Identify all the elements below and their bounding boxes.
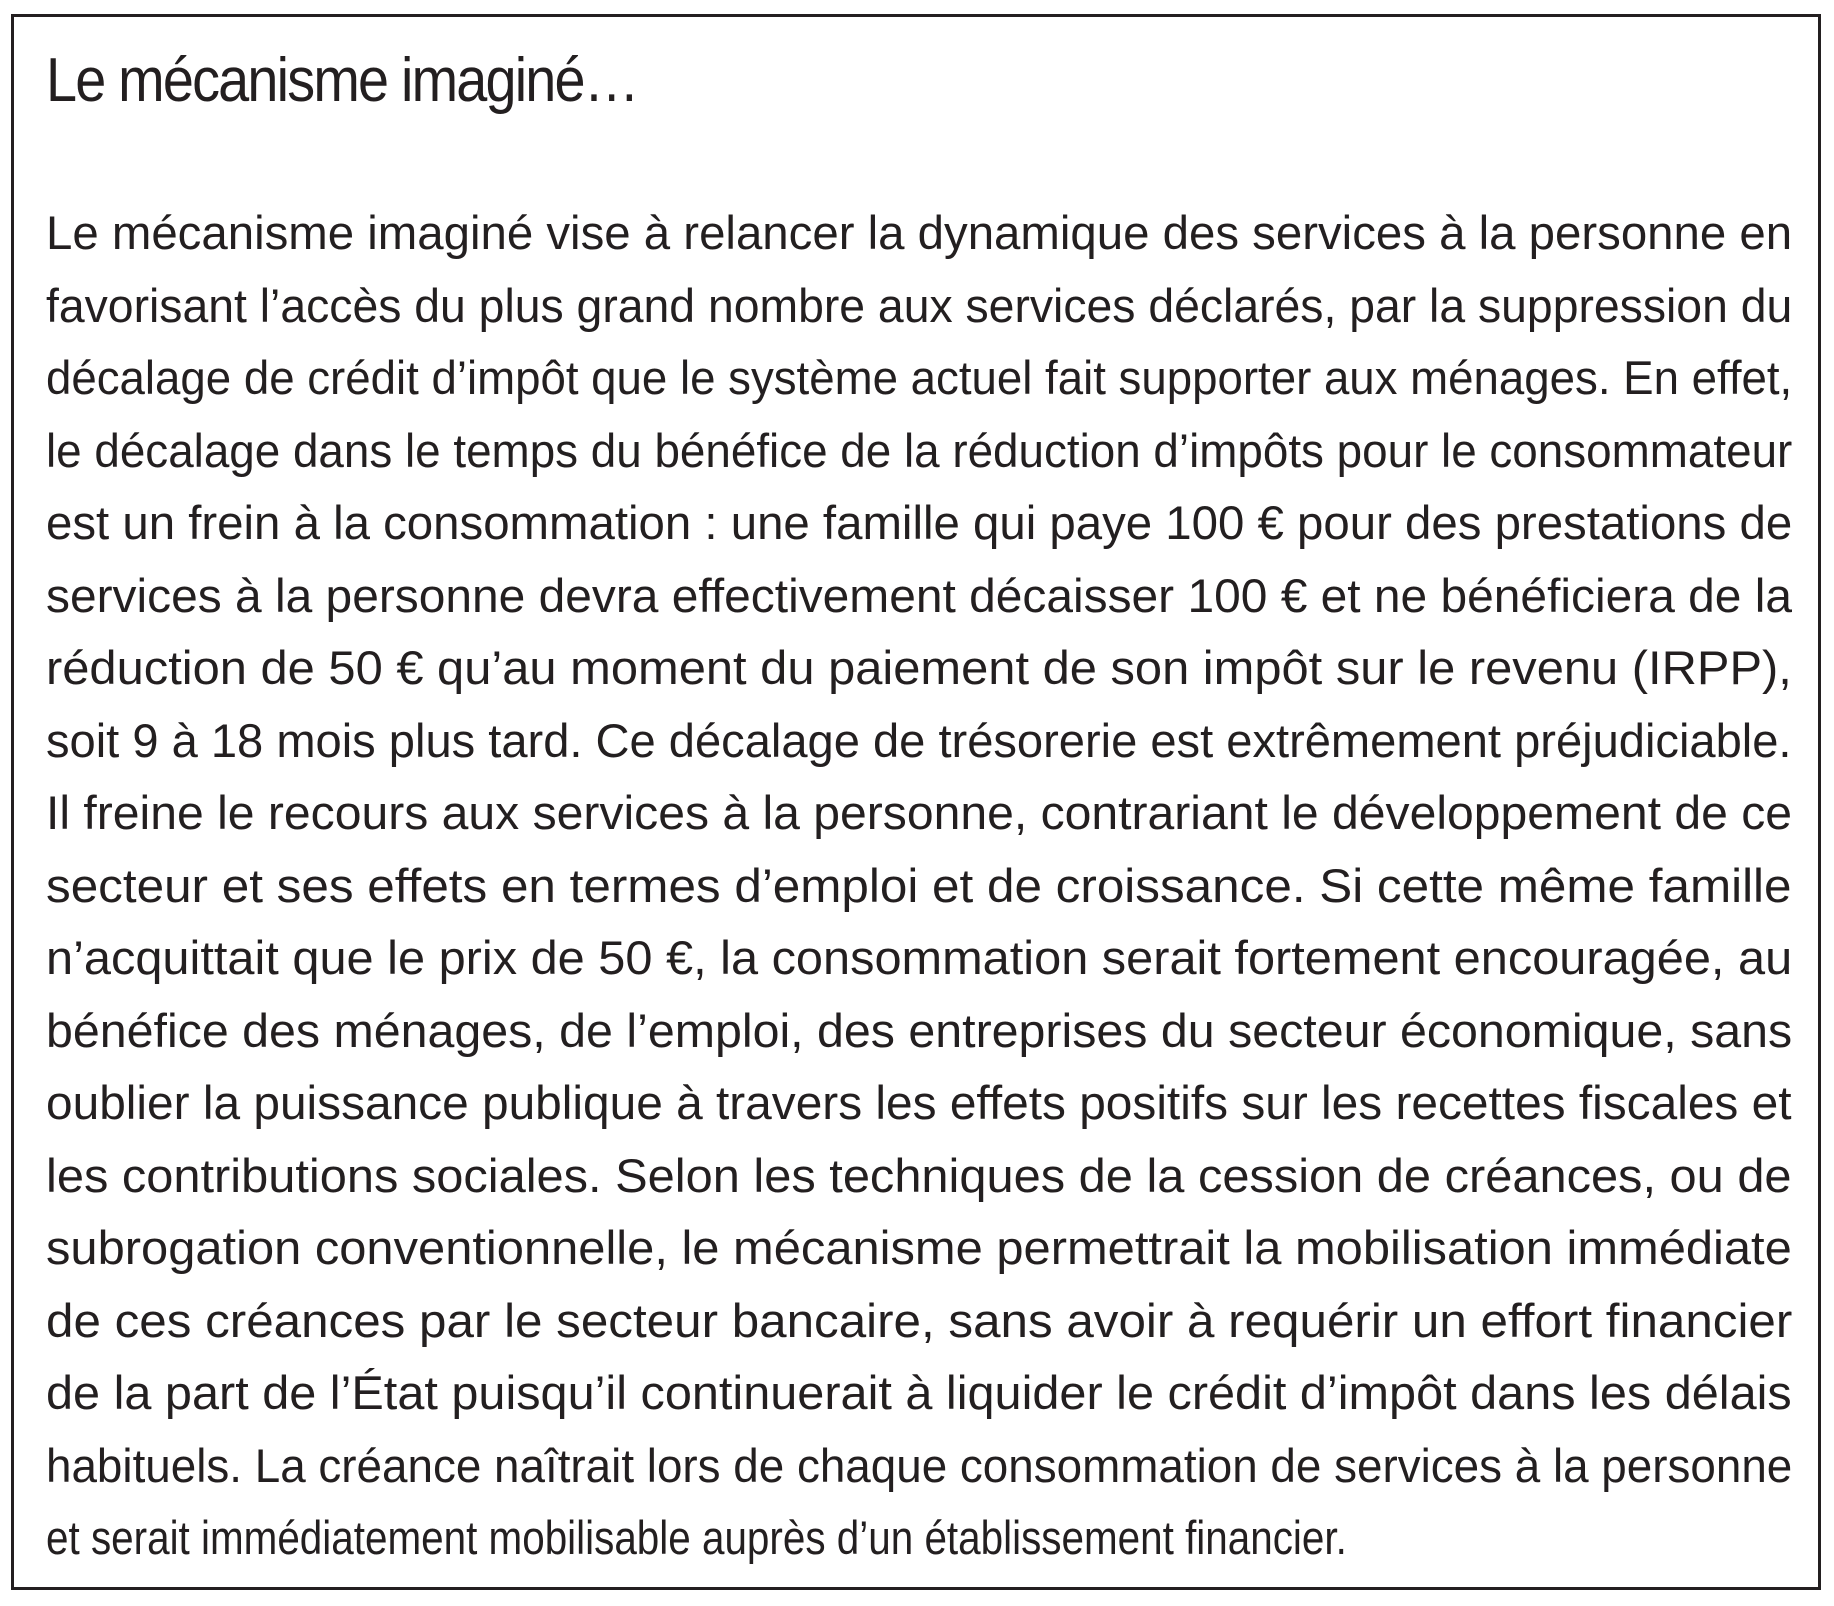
text-line: de ces créances par le secteur bancaire, sans avoir à requérir un effort financier (46, 1293, 1793, 1347)
text-line: services à la personne devra effectivement décaisser 100 € et ne bénéficiera de la (46, 568, 1793, 622)
text-line: favorisant l’accès du plus grand nombre aux services déclarés, par la suppression du (46, 278, 1793, 332)
text-line: n’acquittait que le prix de 50 €, la consommation serait fortement encouragée, au (46, 931, 1793, 984)
text-line: Il freine le recours aux services à la personne, contrariant le développement de ce (46, 786, 1792, 839)
text-line: soit 9 à 18 mois plus tard. Ce décalage de trésorerie est extrêmement préjudiciable. (46, 713, 1792, 767)
text-line: secteur et ses effets en termes d’emploi et de croissance. Si cette même famille (46, 858, 1792, 912)
text-box (11, 14, 1821, 1590)
box-title: Le mécanisme imaginé… (46, 46, 638, 115)
text-line: décalage de crédit d’impôt que le système actuel fait supporter aux ménages. En effet, (46, 351, 1793, 404)
text-line: subrogation conventionnelle, le mécanisme permettrait la mobilisation immédiate (46, 1221, 1792, 1274)
text-line: oublier la puissance publique à travers les effets positifs sur les recettes fiscales et (46, 1076, 1792, 1129)
text-line: réduction de 50 € qu’au moment du paiement de son impôt sur le revenu (IRPP), (46, 641, 1792, 694)
text-line: de la part de l’État puisqu’il continuerait à liquider le crédit d’impôt dans les délais (46, 1366, 1792, 1419)
text-line: habituels. La créance naîtrait lors de chaque consommation de services à la personne (46, 1438, 1793, 1492)
text-line: et serait immédiatement mobilisable auprès d’un établissement financier. (46, 1511, 1347, 1564)
text-line: bénéfice des ménages, de l’emploi, des entreprises du secteur économique, sans (46, 1003, 1793, 1057)
text-line: les contributions sociales. Selon les techniques de la cession de créances, ou de (46, 1148, 1792, 1202)
text-line: le décalage dans le temps du bénéfice de la réduction d’impôts pour le consommateur (46, 423, 1793, 477)
text-line: est un frein à la consommation : une famille qui paye 100 € pour des prestations de (46, 496, 1793, 549)
text-line: Le mécanisme imaginé vise à relancer la dynamique des services à la personne en (46, 206, 1793, 259)
body-paragraph (46, 197, 1792, 1575)
